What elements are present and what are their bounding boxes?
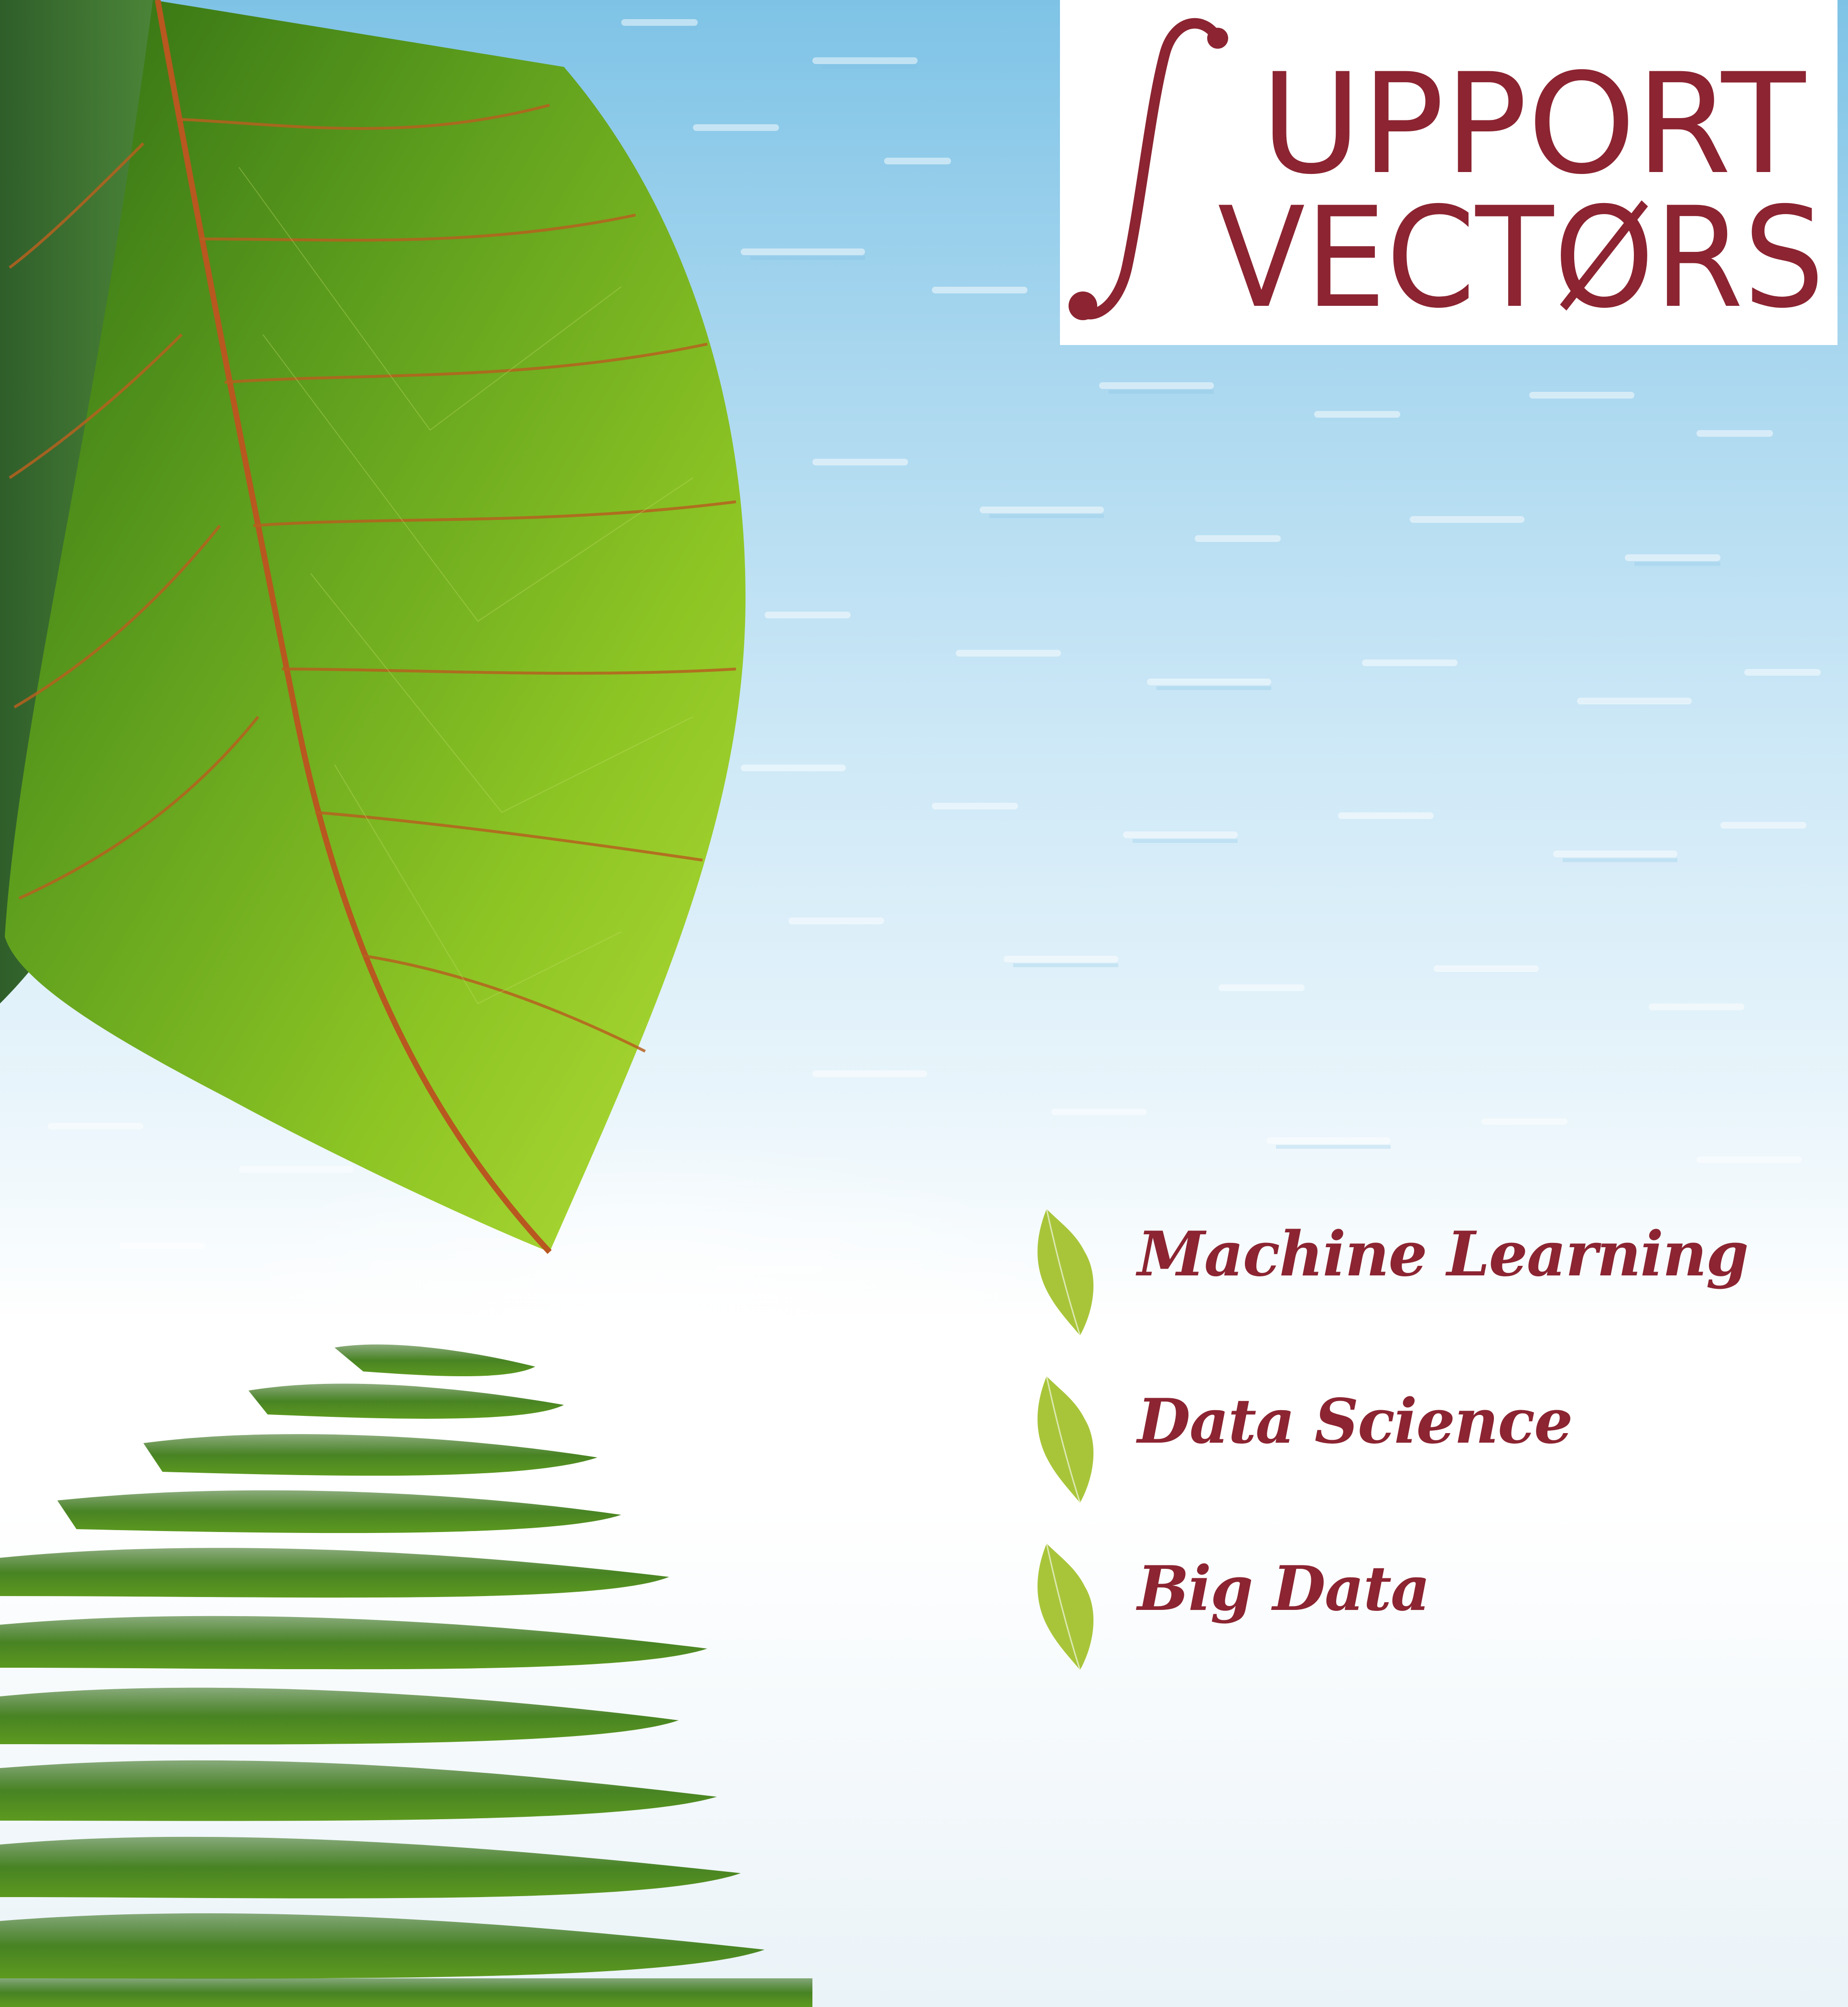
leaf-bullet-icon [1027,1204,1099,1338]
leaf-illustration [0,0,765,1290]
topic-list [1027,1204,1816,1730]
topic-label: Big Data [1137,1553,1429,1625]
logo-line-2: VECTØRS [1218,178,1825,339]
topic-item [1027,1371,1816,1510]
logo-line-1: UPPORT [1261,44,1808,205]
topic-label: Data Science [1137,1386,1572,1457]
topic-item [1027,1539,1816,1677]
topic-item [1027,1204,1816,1343]
topic-label: Machine Learning [1137,1219,1748,1290]
leaf-bullet-icon [1027,1371,1099,1505]
leaf-bullet-icon [1027,1539,1099,1672]
logo [1060,0,1837,345]
